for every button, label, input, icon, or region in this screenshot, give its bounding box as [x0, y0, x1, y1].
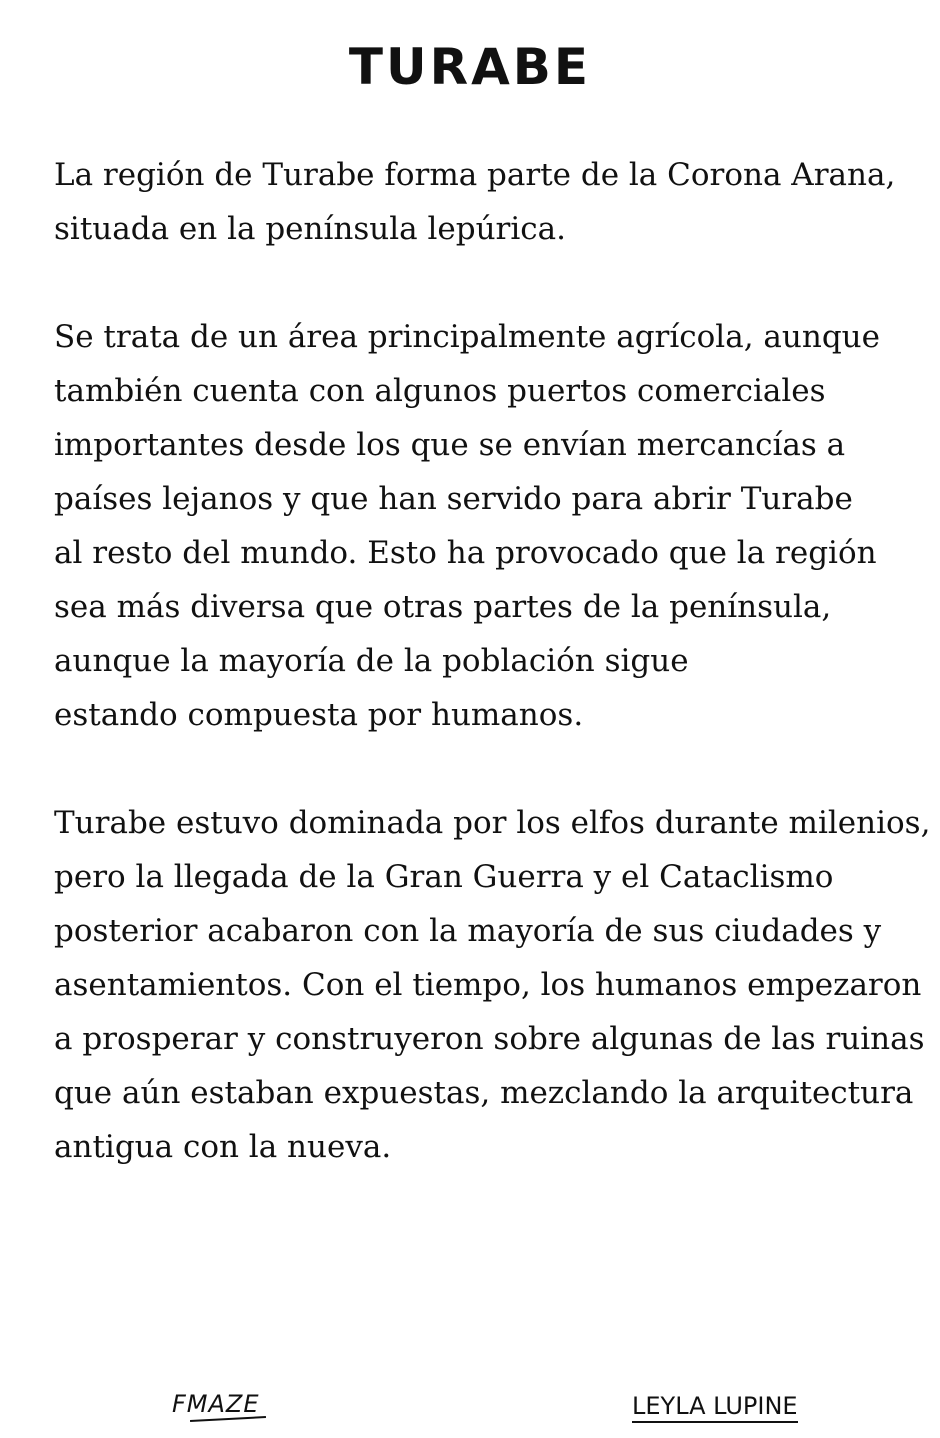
paragraph-spacer	[54, 256, 914, 310]
text-line: también cuenta con algunos puertos comerciales	[54, 373, 826, 409]
text-line: importantes desde los que se envían mercancías a	[54, 427, 846, 463]
text-line: posterior acabaron con la mayoría de sus ciudades y	[54, 913, 882, 949]
text-line: aunque la mayoría de la población sigue	[54, 643, 689, 679]
text-line: sea más diversa que otras partes de la península,	[54, 589, 832, 625]
paragraph-1	[54, 148, 914, 256]
text-line: pero la llegada de la Gran Guerra y el Cataclismo	[54, 859, 834, 895]
text-line: antigua con la nueva.	[54, 1129, 392, 1165]
text-line: países lejanos y que han servido para abrir Turabe	[54, 481, 853, 517]
text-line: La región de Turabe forma parte de la Corona Arana,	[54, 157, 896, 193]
paragraph-spacer	[54, 742, 914, 796]
text-line: al resto del mundo. Esto ha provocado que la región	[54, 535, 877, 571]
text-line: que aún estaban expuestas, mezclando la arquitectura	[54, 1075, 914, 1111]
text-line: Turabe estuvo dominada por los elfos durante milenios,	[54, 805, 931, 841]
page-title: TURABE	[348, 38, 592, 96]
signature-left: FMAZE	[172, 1384, 260, 1424]
signature-right: LEYLA LUPINE	[632, 1391, 798, 1423]
paragraph-3	[54, 796, 931, 1174]
text-line: asentamientos. Con el tiempo, los humanos empezaron	[54, 967, 922, 1003]
text-line: situada en la península lepúrica.	[54, 211, 566, 247]
paragraph-2	[54, 310, 914, 742]
text-line: Se trata de un área principalmente agrícola, aunque	[54, 319, 880, 355]
text-line: estando compuesta por humanos.	[54, 697, 584, 733]
body-text	[54, 148, 931, 1174]
text-line: a prosperar y construyeron sobre algunas de las ruinas	[54, 1021, 925, 1057]
